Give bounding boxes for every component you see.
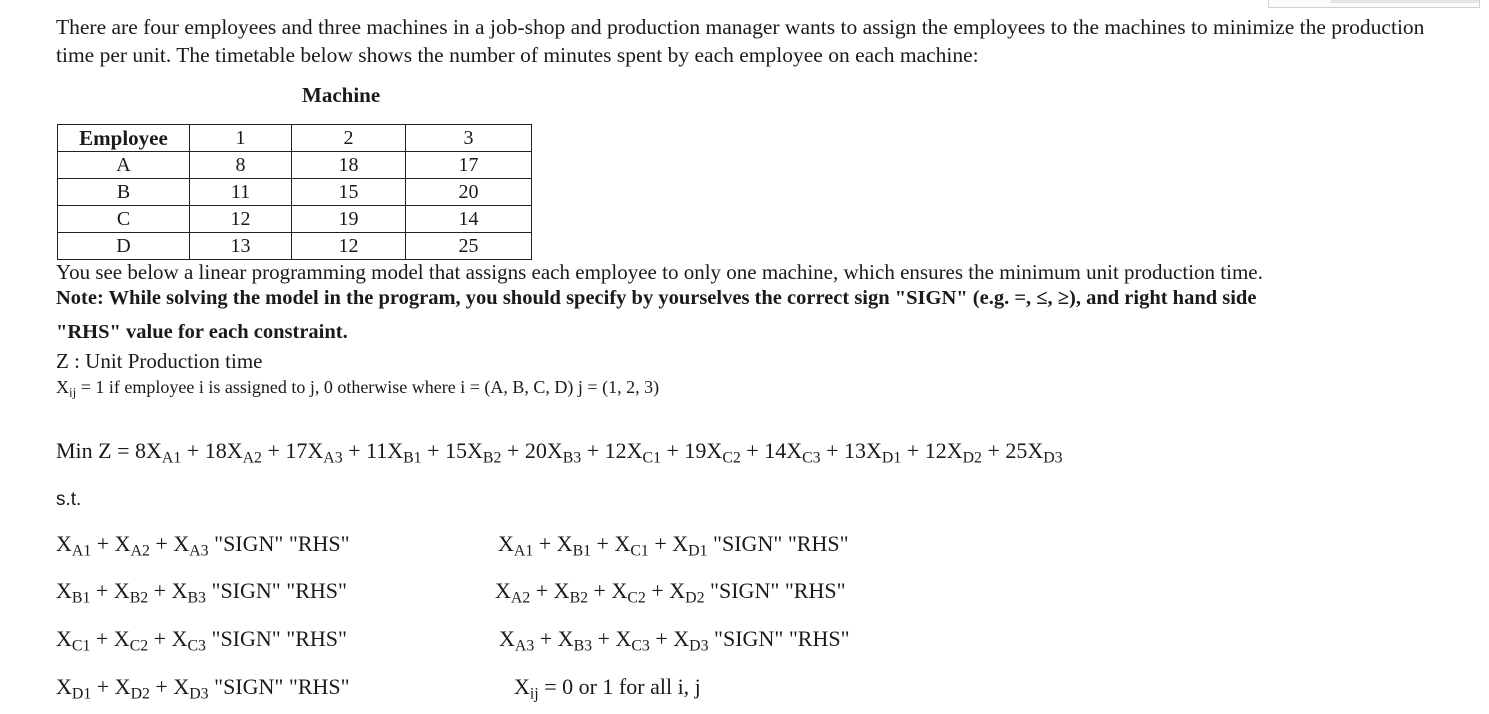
- constraint-lhs: [499, 626, 709, 655]
- plus-operator: +: [740, 438, 765, 463]
- time-cell: 19: [292, 206, 406, 233]
- table-row: [58, 152, 532, 179]
- var-subscript: C1: [71, 637, 91, 655]
- var-symbol: X: [557, 626, 574, 651]
- machine-header: 2: [292, 125, 406, 152]
- subject-to-label: s.t.: [56, 489, 82, 510]
- term-coefficient: 17X: [285, 438, 324, 463]
- constraint-tail: "SIGN" "RHS": [205, 578, 348, 603]
- var-subscript: A3: [514, 637, 535, 655]
- binary-constraint: [514, 674, 701, 703]
- var-subscript: C1: [630, 542, 649, 560]
- var-subscript: B3: [573, 637, 593, 655]
- constraint-lhs: [56, 578, 206, 607]
- var-subscript: D1: [688, 542, 708, 560]
- var-subscript: C3: [187, 637, 206, 655]
- term-subscript: D3: [1043, 449, 1063, 467]
- term-subscript: B1: [403, 449, 422, 467]
- var-symbol: X: [56, 626, 72, 651]
- var-subscript: D1: [71, 685, 92, 703]
- time-cell: 13: [190, 233, 292, 260]
- term-subscript: A1: [161, 449, 182, 467]
- term-coefficient: 20X: [524, 438, 563, 463]
- employee-cell: A: [58, 152, 190, 179]
- var-symbol: X: [669, 578, 686, 603]
- var-subscript: ij: [529, 685, 539, 703]
- var-subscript: B1: [572, 542, 592, 560]
- term-subscript: B2: [482, 449, 502, 467]
- var-symbol: X: [114, 531, 131, 556]
- machine-header: 1: [190, 125, 292, 152]
- var-symbol: X: [56, 531, 72, 556]
- var-symbol: X: [113, 578, 130, 603]
- var-symbol: X: [56, 674, 72, 699]
- machine-table-title: Machine: [302, 83, 381, 107]
- term-coefficient: 25X: [1005, 438, 1044, 463]
- machine-header: 3: [406, 125, 532, 152]
- time-cell: 14: [406, 206, 532, 233]
- term-subscript: C1: [642, 449, 661, 467]
- term-coefficient: 8X: [135, 438, 162, 463]
- term-coefficient: 14X: [764, 438, 803, 463]
- term-subscript: C3: [802, 449, 821, 467]
- plus-operator: +: [592, 626, 616, 651]
- plus-operator: +: [421, 438, 446, 463]
- term-subscript: A2: [242, 449, 262, 467]
- constraint-machine-3: [499, 626, 850, 655]
- time-cell: 11: [190, 179, 292, 206]
- var-symbol: X: [173, 674, 190, 699]
- term-coefficient: 18X: [204, 438, 243, 463]
- constraint-tail: "SIGN" "RHS": [208, 531, 350, 556]
- table-header-row: [58, 125, 532, 152]
- plus-operator: +: [261, 438, 286, 463]
- var-subscript: ij: [69, 384, 77, 400]
- term-coefficient: 13X: [844, 438, 882, 463]
- var-symbol: X: [498, 531, 514, 556]
- objective-prefix: Min Z =: [56, 438, 136, 463]
- var-symbol: X: [556, 531, 573, 556]
- term-subscript: D1: [881, 449, 902, 467]
- time-cell: 17: [406, 152, 532, 179]
- plus-operator: +: [645, 578, 670, 603]
- note-line-1: Note: While solving the model in the program, you should specify by yourselves the correct sign "SIGN" (e.g. =, ≤, ≥), and right hand side: [56, 287, 1257, 309]
- var-symbol: X: [672, 531, 689, 556]
- constraint-tail: "SIGN" "RHS": [708, 626, 850, 651]
- page-corner-widget: [1268, 0, 1480, 8]
- plus-operator: +: [530, 578, 554, 603]
- constraint-machine-2: [495, 578, 846, 607]
- var-symbol: X: [611, 578, 628, 603]
- var-symbol: X: [615, 626, 632, 651]
- plus-operator: +: [90, 626, 114, 651]
- table-row: [58, 206, 532, 233]
- constraint-tail: "SIGN" "RHS": [707, 531, 849, 556]
- constraint-lhs: [56, 531, 209, 560]
- plus-operator: +: [91, 674, 115, 699]
- var-symbol: X: [614, 531, 631, 556]
- var-symbol: X: [173, 531, 190, 556]
- var-subscript: A3: [189, 542, 209, 560]
- var-symbol: X: [495, 578, 511, 603]
- plus-operator: +: [581, 438, 605, 463]
- plus-operator: +: [90, 578, 114, 603]
- plus-operator: +: [534, 626, 558, 651]
- plus-operator: +: [588, 578, 612, 603]
- plus-operator: +: [181, 438, 205, 463]
- constraint-row-a: [56, 531, 350, 560]
- var-subscript: A2: [510, 589, 531, 607]
- var-subscript: A2: [130, 542, 150, 560]
- term-subscript: C2: [722, 449, 741, 467]
- term-coefficient: 11X: [366, 438, 404, 463]
- var-subscript: B3: [187, 589, 206, 607]
- var-symbol: X: [113, 626, 130, 651]
- x-definition-text: = 1 if employee i is assigned to j, 0 otherwise where i = (A, B, C, D) j = (1, 2, 3): [76, 377, 660, 397]
- plus-operator: +: [501, 438, 525, 463]
- problem-intro: There are four employees and three machines in a job-shop and production manager wants to assign the employees to the machines to minimize the production time per unit. The timetable below shows the number of minutes spent by each employee on each machine:: [56, 15, 1425, 67]
- model-intro: You see below a linear programming model that assigns each employee to only one machine, which ensures the minimum unit production time.: [56, 260, 1263, 284]
- binary-constraint-text: = 0 or 1 for all i, j: [538, 674, 701, 699]
- var-subscript: B1: [71, 589, 91, 607]
- objective-function: [56, 438, 1063, 467]
- plus-operator: +: [649, 626, 674, 651]
- constraint-tail: "SIGN" "RHS": [704, 578, 846, 603]
- var-subscript: C2: [627, 589, 646, 607]
- constraint-tail: "SIGN" "RHS": [208, 674, 350, 699]
- plus-operator: +: [981, 438, 1006, 463]
- var-subscript: D3: [689, 637, 709, 655]
- employee-cell: B: [58, 179, 190, 206]
- time-cell: 12: [190, 206, 292, 233]
- var-subscript: D2: [685, 589, 705, 607]
- var-symbol: X: [171, 578, 188, 603]
- employee-header: Employee: [58, 125, 190, 152]
- time-cell: 15: [292, 179, 406, 206]
- time-cell: 25: [406, 233, 532, 260]
- plus-operator: +: [91, 531, 115, 556]
- plus-operator: +: [149, 531, 174, 556]
- var-symbol: X: [553, 578, 570, 603]
- term-subscript: A3: [323, 449, 343, 467]
- var-symbol: X: [56, 578, 72, 603]
- plus-operator: +: [648, 531, 673, 556]
- var-symbol: X: [499, 626, 515, 651]
- x-definition: [56, 377, 659, 398]
- z-definition: Z : Unit Production time: [56, 349, 263, 373]
- plus-operator: +: [901, 438, 925, 463]
- var-symbol: X: [114, 674, 131, 699]
- time-cell: 18: [292, 152, 406, 179]
- var-subscript: C2: [129, 637, 149, 655]
- table-row: [58, 233, 532, 260]
- plus-operator: +: [533, 531, 557, 556]
- table-row: [58, 179, 532, 206]
- constraint-row-b: [56, 578, 348, 607]
- var-subscript: B2: [129, 589, 149, 607]
- constraint-tail: "SIGN" "RHS": [205, 626, 348, 651]
- term-subscript: B3: [562, 449, 582, 467]
- constraint-lhs: [56, 674, 209, 703]
- term-coefficient: 19X: [684, 438, 723, 463]
- var-subscript: D3: [189, 685, 209, 703]
- term-coefficient: 12X: [924, 438, 963, 463]
- var-subscript: C3: [631, 637, 650, 655]
- plus-operator: +: [591, 531, 615, 556]
- var-symbol: X: [171, 626, 188, 651]
- objective-terms: [135, 438, 1063, 467]
- employee-cell: C: [58, 206, 190, 233]
- constraint-lhs: [56, 626, 206, 655]
- var-subscript: D2: [130, 685, 150, 703]
- plus-operator: +: [148, 626, 172, 651]
- var-subscript: A1: [513, 542, 534, 560]
- var-symbol: X: [56, 377, 69, 397]
- employee-cell: D: [58, 233, 190, 260]
- plus-operator: +: [820, 438, 845, 463]
- constraint-lhs: [495, 578, 705, 607]
- time-cell: 20: [406, 179, 532, 206]
- constraint-row-c: [56, 626, 348, 655]
- term-coefficient: 15X: [445, 438, 483, 463]
- constraint-machine-1: [498, 531, 849, 560]
- var-subscript: A1: [71, 542, 92, 560]
- constraint-lhs: [498, 531, 708, 560]
- term-subscript: D2: [962, 449, 982, 467]
- var-subscript: B2: [569, 589, 589, 607]
- plus-operator: +: [342, 438, 367, 463]
- var-symbol: X: [673, 626, 690, 651]
- term-coefficient: 12X: [604, 438, 643, 463]
- plus-operator: +: [661, 438, 685, 463]
- time-table: [57, 124, 532, 260]
- constraint-row-d: [56, 674, 350, 703]
- plus-operator: +: [149, 674, 174, 699]
- var-symbol: X: [514, 674, 530, 699]
- time-cell: 8: [190, 152, 292, 179]
- time-cell: 12: [292, 233, 406, 260]
- note-line-2: "RHS" value for each constraint.: [56, 321, 348, 343]
- plus-operator: +: [148, 578, 172, 603]
